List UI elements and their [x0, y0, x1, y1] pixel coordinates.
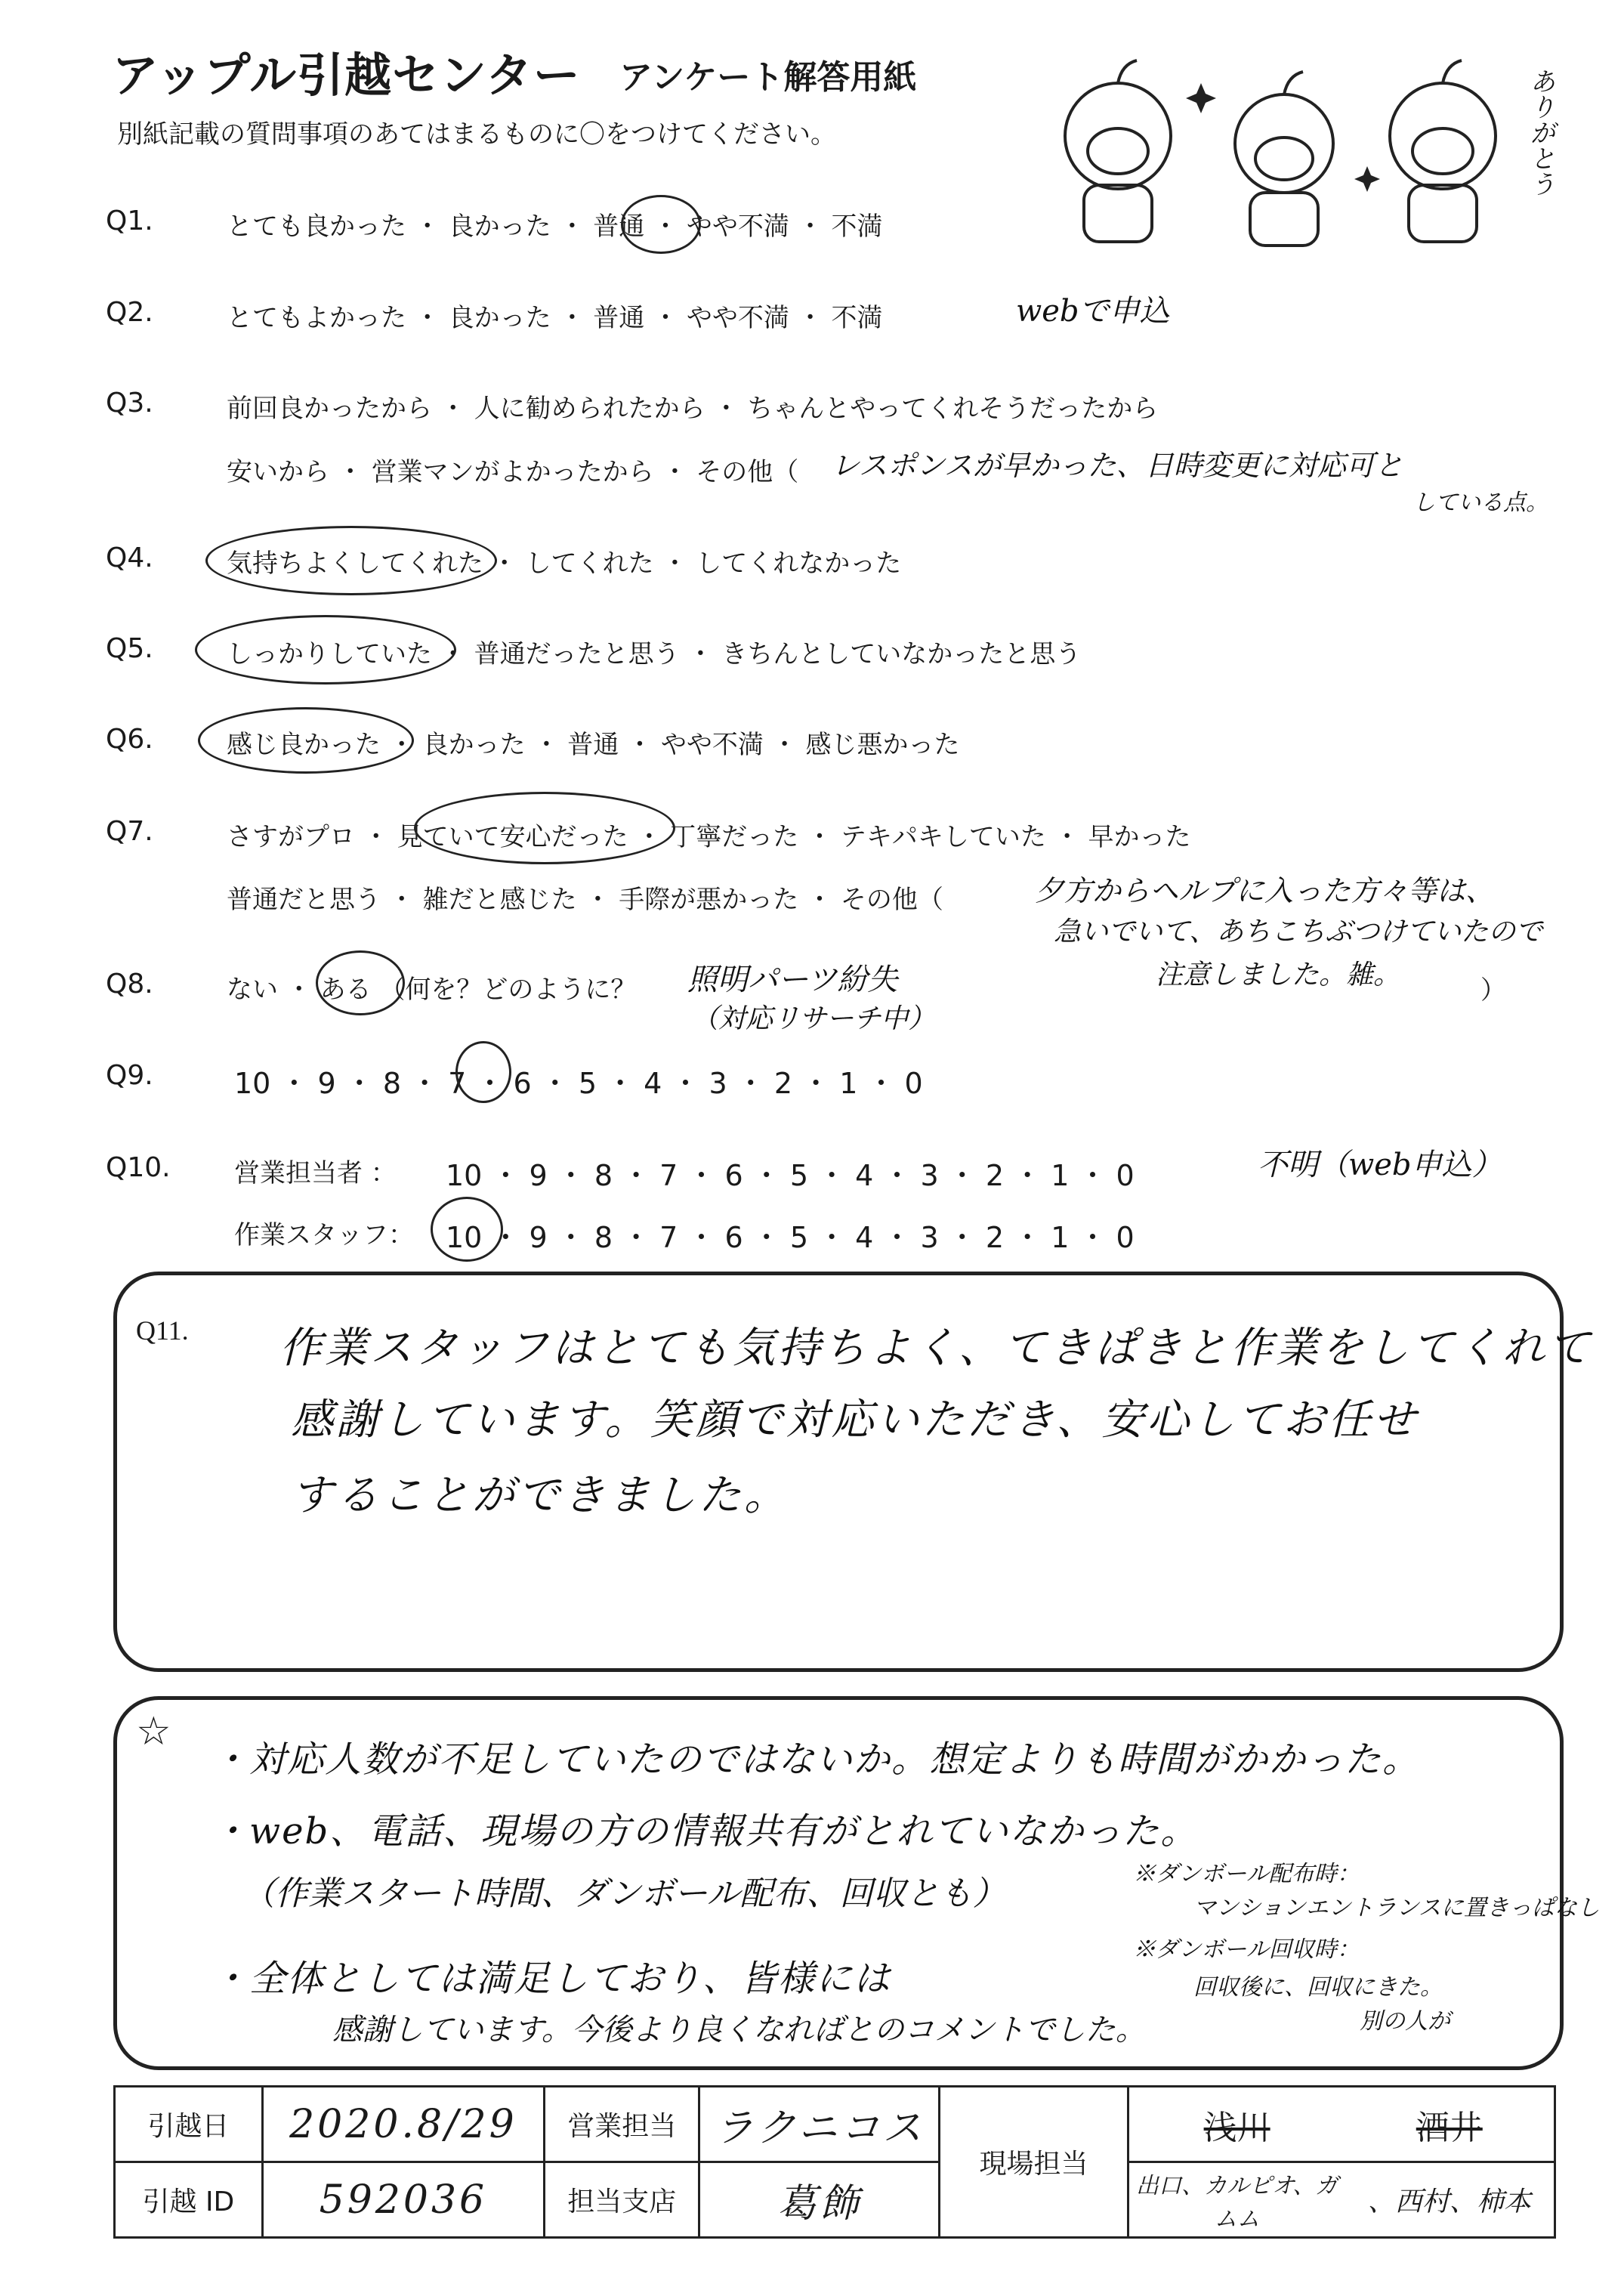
move-id-value: 592036: [262, 2162, 544, 2238]
q5-label: Q5.: [106, 633, 153, 664]
q8-label: Q8.: [106, 969, 153, 1000]
brand-title: アップル引越センター: [112, 48, 581, 103]
q6-label: Q6.: [106, 724, 153, 755]
q11-comment-line1: 作業スタッフはとても気持ちよく、てきぱきと作業をしてくれて: [279, 1324, 1593, 1373]
staff-note-2: ・web、電話、現場の方の情報共有がとれていなかった。: [211, 1810, 1199, 1853]
move-info-table: [113, 2085, 1556, 2239]
q9-answer-circle: [455, 1041, 511, 1103]
form-subtitle: アンケート解答用紙: [619, 58, 917, 97]
q11-comment-line3: することができました。: [291, 1471, 789, 1520]
q4-answer-circle: [205, 526, 497, 595]
site-staff-label: 現場担当: [940, 2087, 1128, 2238]
q10-sales-label: 営業担当者 ：: [234, 1158, 397, 1188]
site-staff-struck-2: 酒井: [1416, 2108, 1483, 2147]
star-icon: ☆: [136, 1709, 171, 1754]
q10-staff-scale[interactable]: 10 ・ 9 ・ 8 ・ 7 ・ 6 ・ 5 ・ 4 ・ 3 ・ 2 ・ 1 ・ 0: [446, 1221, 1135, 1254]
mascot-left: [1065, 60, 1171, 242]
q11-comment-line2: 感謝しています。笑顔で対応いただき、安心してお任せ: [291, 1395, 1419, 1445]
q9-scale[interactable]: 10 ・ 9 ・ 8 ・ 7 ・ 6 ・ 5 ・ 4 ・ 3 ・ 2 ・ 1 ・ 0: [234, 1067, 923, 1100]
staff-note-cardboard-delivery-detail: マンションエントランスに置きっぱなし: [1193, 1895, 1600, 1921]
q1-label: Q1.: [106, 206, 153, 236]
q3-options-line2[interactable]: 安いから ・ 営業マンがよかったから ・ その他（: [227, 457, 799, 487]
site-staff-names-1: 出口、カルピオ、ガムム: [1135, 2172, 1338, 2233]
site-staff-struck-1: 浅川: [1203, 2108, 1270, 2147]
q2-options[interactable]: とてもよかった ・ 良かった ・ 普通 ・ やや不満 ・ 不満: [227, 303, 883, 333]
q6-options[interactable]: 感じ良かった ・ 良かった ・ 普通 ・ やや不満 ・ 感じ悪かった: [227, 730, 960, 760]
q3-handwritten-note-cont: している点。: [1413, 490, 1548, 516]
staff-note-3: ・全体としては満足しており、皆様には: [211, 1958, 892, 2000]
q10-sales-scale[interactable]: 10 ・ 9 ・ 8 ・ 7 ・ 6 ・ 5 ・ 4 ・ 3 ・ 2 ・ 1 ・ 0: [446, 1159, 1135, 1192]
staff-note-1: ・対応人数が不足していたのではないか。想定よりも時間がかかった。: [211, 1738, 1421, 1781]
q8-answer-circle: [316, 950, 405, 1015]
mascot-middle: [1235, 72, 1333, 246]
q4-label: Q4.: [106, 542, 153, 573]
staff-note-cardboard-collection-detail: 回収後に、回収にきた。: [1193, 1974, 1443, 2001]
q10-sales-note: 不明（web申込）: [1258, 1148, 1502, 1182]
site-staff-names-2: 、西村、柿本: [1367, 2186, 1531, 2217]
q9-label: Q9.: [106, 1060, 153, 1091]
q3-handwritten-note: レスポンスが早かった、日時変更に対応可と: [831, 449, 1403, 482]
q4-options[interactable]: 気持ちよくしてくれた ・ してくれた ・ してくれなかった: [227, 549, 902, 579]
q2-label: Q2.: [106, 297, 153, 328]
sales-rep-value: ラクニコス: [699, 2087, 940, 2162]
move-date-value: 2020.8/29: [262, 2087, 544, 2162]
q3-options-line1[interactable]: 前回良かったから ・ 人に勧められたから ・ ちゃんとやってくれそうだったから: [227, 394, 1159, 424]
move-date-label: 引越日: [115, 2087, 263, 2162]
staff-note-cardboard-delivery: ※ダンボール配布時：: [1133, 1861, 1360, 1887]
q2-handwritten-note: webで申込: [1016, 294, 1170, 329]
q10-label: Q10.: [106, 1152, 171, 1183]
q1-options[interactable]: とても良かった ・ 良かった ・ 普通 ・ やや不満 ・ 不満: [227, 212, 883, 242]
q1-answer-circle: [621, 195, 701, 254]
mascot-illustration: [1050, 53, 1579, 249]
move-id-label: 引越 ID: [115, 2162, 263, 2238]
staff-note-cardboard-collection: ※ダンボール回収時：: [1133, 1936, 1360, 1963]
sales-rep-label: 営業担当: [544, 2087, 699, 2162]
staff-note-3-cont: 感謝しています。今後より良くなればとのコメントでした。: [332, 2013, 1146, 2047]
staff-note-cardboard-collection-who: 別の人が: [1360, 2008, 1450, 2035]
q7-close-paren: ）: [1480, 975, 1506, 1006]
q5-options[interactable]: しっかりしていた ・ 普通だったと思う ・ きちんとしていなかったと思う: [227, 639, 1082, 669]
staff-note-2-detail: （作業スタート時間、ダンボール配布、回収とも）: [242, 1874, 1006, 1913]
branch-value: 葛飾: [699, 2162, 940, 2238]
q8-options[interactable]: ない ・ ある （何を？どのように？: [227, 975, 637, 1005]
q7-handwritten-note-1: 夕方からヘルプに入った方々等は、: [1035, 874, 1495, 907]
q7-options-line1[interactable]: さすがプロ ・ 見ていて安心だった ・ 丁寧だった ・ テキパキしていた ・ 早かった: [227, 822, 1191, 852]
q3-label: Q3.: [106, 388, 153, 419]
mascot-right: [1390, 60, 1496, 242]
q11-label: Q11.: [136, 1315, 189, 1346]
form-instructions: 別紙記載の質問事項のあてはまるものに〇をつけてください。: [117, 119, 836, 150]
q10-staff-label: 作業スタッフ：: [234, 1220, 414, 1250]
q8-handwritten-note-2: （対応リサーチ中）: [691, 1003, 936, 1034]
q5-answer-circle: [195, 615, 456, 685]
branch-label: 担当支店: [544, 2162, 699, 2238]
q7-handwritten-note-2: 急いでいて、あちこちぶつけていたので: [1054, 916, 1543, 947]
mascot-thanks-text: ありがとう: [1525, 68, 1555, 196]
q7-handwritten-note-3: 注意しました。雑。: [1156, 960, 1401, 990]
q7-answer-circle: [414, 792, 675, 864]
q8-handwritten-note-1: 照明パーツ紛失: [687, 963, 898, 997]
q7-label: Q7.: [106, 816, 153, 847]
q6-answer-circle: [198, 707, 414, 774]
q7-options-line2[interactable]: 普通だと思う ・ 雑だと感じた ・ 手際が悪かった ・ その他（: [227, 885, 943, 915]
q10-staff-answer-circle: [431, 1197, 503, 1262]
